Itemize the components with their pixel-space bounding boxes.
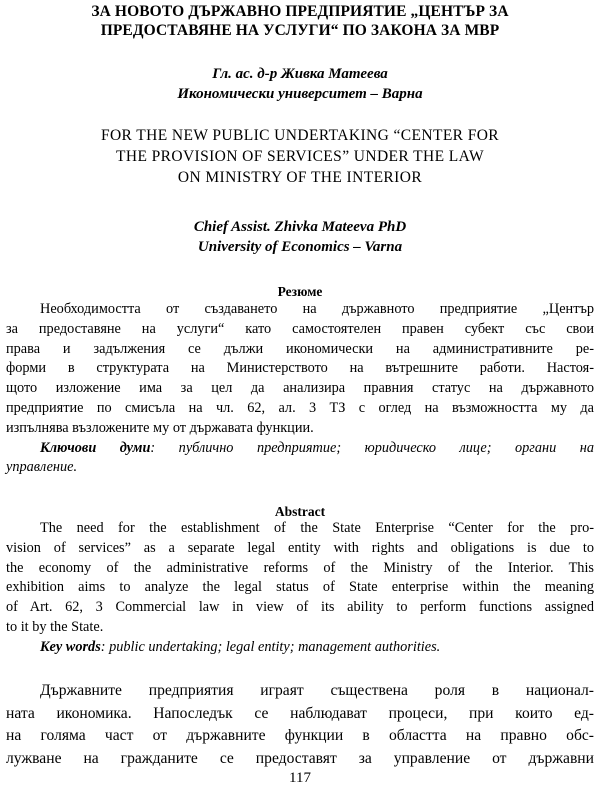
- body-line: лужване на гражданите се предоставят за управление от държавни: [6, 749, 594, 767]
- author-name-bulgarian: Гл. ас. д-р Живка Матеева: [212, 66, 388, 82]
- summary-keywords-line: [6, 439, 594, 459]
- title-english-line-2: THE PROVISION OF SERVICES” UNDER THE LAW: [115, 148, 484, 165]
- summary-line: за предоставяне на услуги“ като самостоятелен правен субект със свои: [6, 320, 594, 337]
- body-line: ната икономика. Напоследък се наблюдават процеси, при които ед-: [6, 704, 594, 722]
- abstract-paragraph: [6, 519, 594, 658]
- summary-line: права и задължения се дължи икономически на административните ре-: [6, 340, 594, 357]
- summary-line: Необходимостта от създаването на държавното предприятие „Център: [40, 301, 594, 317]
- body-paragraph: [6, 680, 594, 770]
- author-block-bulgarian: [0, 64, 600, 104]
- summary-line: щото изложение има за цел да анализира правния статус на държавното: [6, 380, 594, 397]
- abstract-line: The need for the establishment of the State Enterprise “Center for the pro-: [40, 520, 594, 536]
- abstract-keywords-line: [6, 638, 594, 658]
- title-english-line-1: FOR THE NEW PUBLIC UNDERTAKING “CENTER FOR: [100, 127, 500, 144]
- abstract-line: vision of services” as a separate legal entity with rights and obligations is due to: [6, 539, 594, 556]
- author-block-english: [0, 217, 600, 257]
- abstract-line: exhibition aims to analyze the legal status of State enterprise within the meaning: [6, 579, 594, 596]
- author-affiliation-english: University of Economics – Varna: [197, 239, 403, 255]
- summary-keywords-label: Ключови думи: [40, 439, 151, 456]
- summary-line: предприятие по смисъла на чл. 62, ал. 3 ТЗ с оглед на възможността му да: [6, 399, 594, 416]
- abstract-keywords-label: Key words: [40, 638, 101, 655]
- abstract-heading: Abstract: [274, 504, 326, 519]
- summary-keywords-text: : публично предприятие; юридическо лице; органи на: [150, 439, 594, 456]
- abstract-line: of Art. 62, 3 Commercial law in view of its ability to perform functions assigned: [6, 599, 594, 616]
- title-bulgarian-line-2: ПРЕДОСТАВЯНЕ НА УСЛУГИ“ ПО ЗАКОНА ЗА МВР: [100, 22, 500, 39]
- page-number: 117: [289, 770, 311, 786]
- author-affiliation-bulgarian: Икономически университет – Варна: [177, 86, 423, 102]
- summary-heading: Резюме: [277, 284, 323, 299]
- summary-line: изпълнява възложените му от държавата функции.: [6, 419, 314, 436]
- title-english: [0, 125, 600, 188]
- title-english-line-3: ON MINISTRY OF THE INTERIOR: [177, 169, 423, 186]
- abstract-line: the economy of the administrative reforms of the Ministry of the Interior. This: [6, 559, 594, 576]
- title-bulgarian-line-1: ЗА НОВОТО ДЪРЖАВНО ПРЕДПРИЯТИЕ „ЦЕНТЪР ЗА: [91, 3, 509, 20]
- abstract-line: to it by the State.: [6, 618, 104, 635]
- abstract-keywords-text: : public undertaking; legal entity; management authorities.: [100, 638, 441, 655]
- body-line: на голяма част от държавните функции в областта на правно обс-: [6, 727, 594, 744]
- body-line: Държавните предприятия играят съществена роля в национал-: [40, 682, 594, 699]
- title-bulgarian: [0, 2, 600, 40]
- summary-paragraph: [6, 300, 594, 478]
- summary-keywords-continuation: управление.: [6, 459, 78, 476]
- summary-line: форми в структурата на Министерството на вътрешните работи. Настоя-: [6, 360, 594, 377]
- author-name-english: Chief Assist. Zhivka Mateeva PhD: [193, 219, 407, 235]
